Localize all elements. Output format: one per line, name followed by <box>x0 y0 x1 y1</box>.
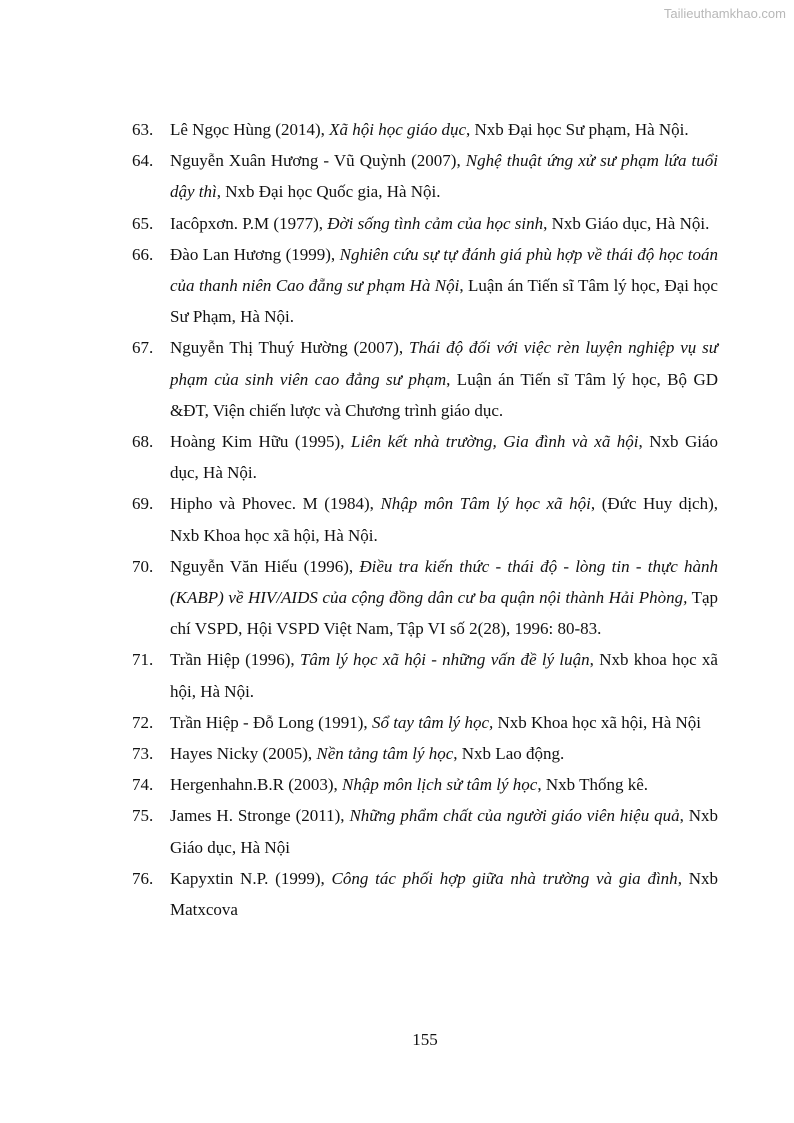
reference-publisher: , Nxb Giáo dục, Hà Nội. <box>543 213 710 233</box>
reference-text <box>170 332 718 426</box>
reference-text <box>170 145 718 207</box>
reference-authors: Hergenhahn.B.R (2003), <box>170 775 343 795</box>
reference-item <box>132 800 718 862</box>
reference-publisher: , Nxb khoa học xã hội, Hà Nội. <box>170 650 718 701</box>
reference-text <box>170 551 718 645</box>
reference-number: 69. <box>132 494 154 514</box>
reference-number: 67. <box>132 338 154 358</box>
reference-text <box>170 707 718 738</box>
reference-authors: Đào Lan Hương (1999), <box>170 244 340 264</box>
reference-text <box>170 800 718 862</box>
reference-text <box>170 239 718 333</box>
reference-title: Xã hội học giáo dục <box>329 120 467 139</box>
reference-item <box>132 738 718 769</box>
reference-authors: Hipho và Phovec. M (1984), <box>170 494 381 514</box>
reference-number: 64. <box>132 151 154 171</box>
reference-text <box>170 208 718 239</box>
reference-authors: Nguyễn Xuân Hương - Vũ Quỳnh (2007), <box>170 151 466 171</box>
reference-text <box>170 863 718 925</box>
reference-authors: Hoàng Kim Hữu (1995), <box>170 432 351 452</box>
reference-number: 70. <box>132 556 154 576</box>
reference-publisher: Tạp chí VSPD, Hội VSPD Việt Nam, Tập VI số 2(28), 1996: 80-83. <box>170 588 718 639</box>
page-number: 155 <box>412 1030 438 1049</box>
reference-authors: Hayes Nicky (2005), <box>170 744 317 764</box>
reference-authors: Iacôpxơn. P.M (1977), <box>170 213 328 233</box>
reference-text <box>170 769 718 800</box>
reference-publisher: , Luận án Tiến sĩ Tâm lý học, Bộ GD &ĐT, Viện chiến lược và Chương trình giáo dục. <box>170 369 718 420</box>
reference-number: 74. <box>132 775 154 795</box>
reference-list <box>132 114 718 925</box>
reference-text <box>170 426 718 488</box>
reference-item <box>132 488 718 550</box>
reference-publisher: , Luận án Tiến sĩ Tâm lý học, Đại học Sư Phạm, Hà Nội. <box>170 276 718 327</box>
reference-text <box>170 738 718 769</box>
reference-authors: Kapyxtin N.P. (1999), <box>170 868 332 888</box>
reference-number: 75. <box>132 806 154 826</box>
reference-number: 71. <box>132 650 154 670</box>
reference-text <box>170 114 718 145</box>
reference-publisher: , Nxb Đại học Quốc gia, Hà Nội. <box>216 182 441 202</box>
reference-publisher: , Nxb Đại học Sư phạm, Hà Nội. <box>466 120 689 139</box>
reference-publisher: , (Đức Huy dịch), Nxb Khoa học xã hội, Hà Nội. <box>170 494 719 545</box>
reference-publisher: , Nxb Lao động. <box>453 744 565 764</box>
reference-item <box>132 426 718 488</box>
reference-item <box>132 707 718 738</box>
reference-title: Nghiên cứu sự tự đánh giá phù hợp về thái độ học toán của thanh niên Cao đẵng sư phạm Hà Nội <box>170 244 718 296</box>
reference-publisher: , Nxb Thống kê. <box>537 775 648 795</box>
reference-authors: Lê Ngọc Hùng (2014), <box>170 120 330 139</box>
reference-item <box>132 114 718 145</box>
reference-authors: Trần Hiệp - Đỗ Long (1991), <box>170 712 372 732</box>
reference-publisher: , Nxb Giáo dục, Hà Nội. <box>170 432 719 483</box>
reference-title: Nền tảng tâm lý học <box>316 744 454 764</box>
reference-title: Những phẩm chất của người giáo viên hiệu quả <box>349 806 680 826</box>
reference-title: Đời sống tình cảm của học sinh <box>327 213 544 233</box>
reference-title: Điều tra kiến thức - thái độ - lòng tin - thực hành (KABP) về HIV/AIDS của cộng đồng dân cư ba quận nội thành Hải Phòng, <box>170 556 718 608</box>
reference-number: 63. <box>132 120 154 139</box>
reference-text <box>170 644 718 706</box>
reference-number: 72. <box>132 712 154 732</box>
reference-number: 66. <box>132 244 154 264</box>
reference-item <box>132 863 718 925</box>
reference-title: Nhập môn lịch sử tâm lý học <box>342 775 538 795</box>
reference-title: Tâm lý học xã hội - những vấn đề lý luận <box>299 650 590 670</box>
reference-title: Liên kết nhà trường, Gia đình và xã hội <box>350 432 639 452</box>
reference-authors: James H. Stronge (2011), <box>170 806 350 826</box>
reference-publisher: Nxb Khoa học xã hội, Hà Nội <box>493 712 702 732</box>
reference-item <box>132 332 718 426</box>
reference-item <box>132 551 718 645</box>
reference-title: Thái độ đối với việc rèn luyện nghiệp vụ sư phạm của sinh viên cao đẳng sư phạm <box>170 338 718 389</box>
reference-item <box>132 769 718 800</box>
reference-authors: Trần Hiệp (1996), <box>170 650 300 670</box>
reference-title: Nghệ thuật ứng xử sư phạm lứa tuổi dậy thì <box>170 151 719 202</box>
reference-item <box>132 145 718 207</box>
reference-item <box>132 239 718 333</box>
reference-authors: Nguyễn Văn Hiếu (1996), <box>170 556 360 576</box>
reference-item <box>132 644 718 706</box>
reference-publisher: , Nxb Giáo dục, Hà Nội <box>170 806 719 857</box>
reference-title: Công tác phối hợp giữa nhà trường và gia đình <box>331 868 678 888</box>
reference-publisher: , Nxb Matxcova <box>170 868 718 920</box>
reference-text <box>170 488 718 550</box>
reference-title: Sổ tay tâm lý học, <box>371 712 494 732</box>
reference-item <box>132 208 718 239</box>
reference-number: 68. <box>132 432 154 452</box>
reference-authors: Nguyễn Thị Thuý Hường (2007), <box>170 338 410 358</box>
reference-title: Nhập môn Tâm lý học xã hội <box>380 494 591 514</box>
reference-number: 73. <box>132 744 154 764</box>
watermark-text: Tailieuthamkhao.com <box>663 6 786 21</box>
reference-number: 65. <box>132 213 154 233</box>
reference-number: 76. <box>132 868 154 888</box>
